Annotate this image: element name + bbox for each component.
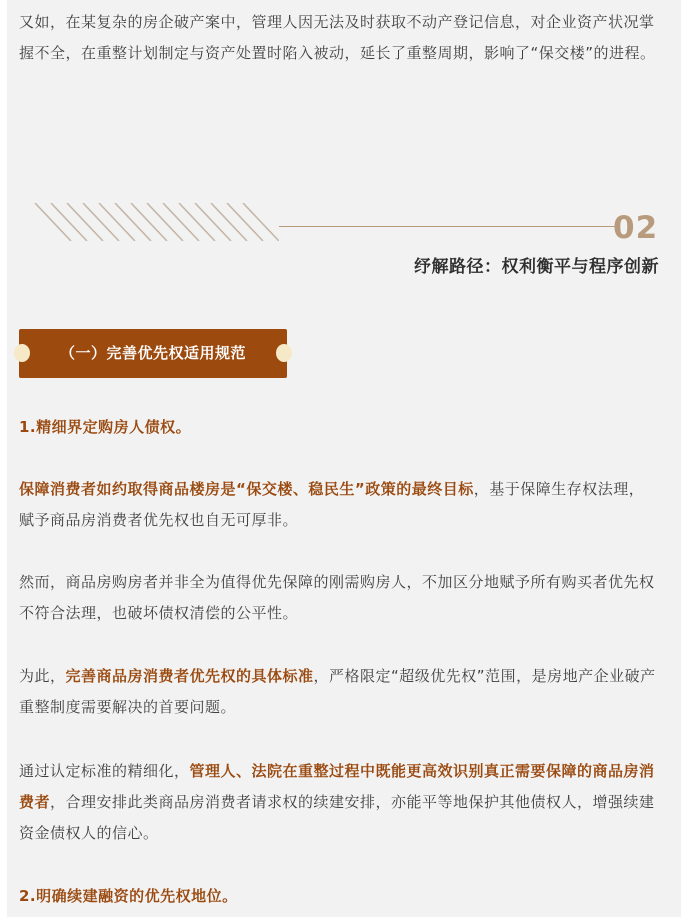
- section-number: 02: [613, 210, 659, 246]
- article-page: [7, 0, 681, 917]
- paragraph-1-emphasis: 保障消费者如约取得商品楼房是“保交楼、稳民生”政策的最终目标: [19, 480, 474, 498]
- paragraph-3-emphasis: 完善商品房消费者优先权的具体标准: [65, 667, 314, 685]
- paragraph-4-text: ，合理安排此类商品房消费者请求权的续建安排，亦能平等地保护其他债权人，增强续建资金债权人的信心。: [19, 793, 655, 842]
- intro-text: 又如，在某复杂的房企破产案中，管理人因无法及时获取不动产登记信息，对企业资产状况掌握不全，在重整计划制定与资产处置时陷入被动，延长了重整周期，影响了“保交楼”的进程。: [19, 13, 656, 62]
- intro-paragraph: [19, 7, 659, 69]
- paragraph-3-text: ，严格限定“超级优先权”范围，是房地产企业破产重整制度需要解决的首要问题。: [19, 667, 656, 716]
- paragraph-1: [19, 474, 659, 536]
- paragraph-2-text: 然而，商品房购房者并非全为值得优先保障的刚需购房人，不加区分地赋予所有购买者优先权不符合法理，也破坏债权清偿的公平性。: [19, 573, 655, 622]
- point-2-heading: 2.明确续建融资的优先权地位。: [19, 887, 238, 905]
- subsection-banner: [19, 329, 287, 378]
- section-divider-line: [279, 226, 615, 227]
- subsection-label: （一）完善优先权适用规范: [59, 344, 246, 362]
- decorative-stripes: [31, 203, 279, 241]
- point-1-heading: 1.精细界定购房人债权。: [19, 418, 192, 436]
- paragraph-3: [19, 661, 659, 723]
- section-title: 纾解路径：权利衡平与程序创新: [414, 257, 659, 277]
- paragraph-1-text: ，基于保障生存权法理，赋予商品房消费者优先权也自无可厚非。: [19, 480, 645, 529]
- paragraph-4-emphasis: 管理人、法院在重整过程中既能更高效识别真正需要保障的商品房消费者: [19, 762, 655, 811]
- paragraph-4-lead: 通过认定标准的精细化，: [19, 762, 190, 780]
- paragraph-3-lead: 为此，: [19, 667, 66, 685]
- paragraph-4: [19, 756, 659, 849]
- paragraph-2: [19, 567, 659, 629]
